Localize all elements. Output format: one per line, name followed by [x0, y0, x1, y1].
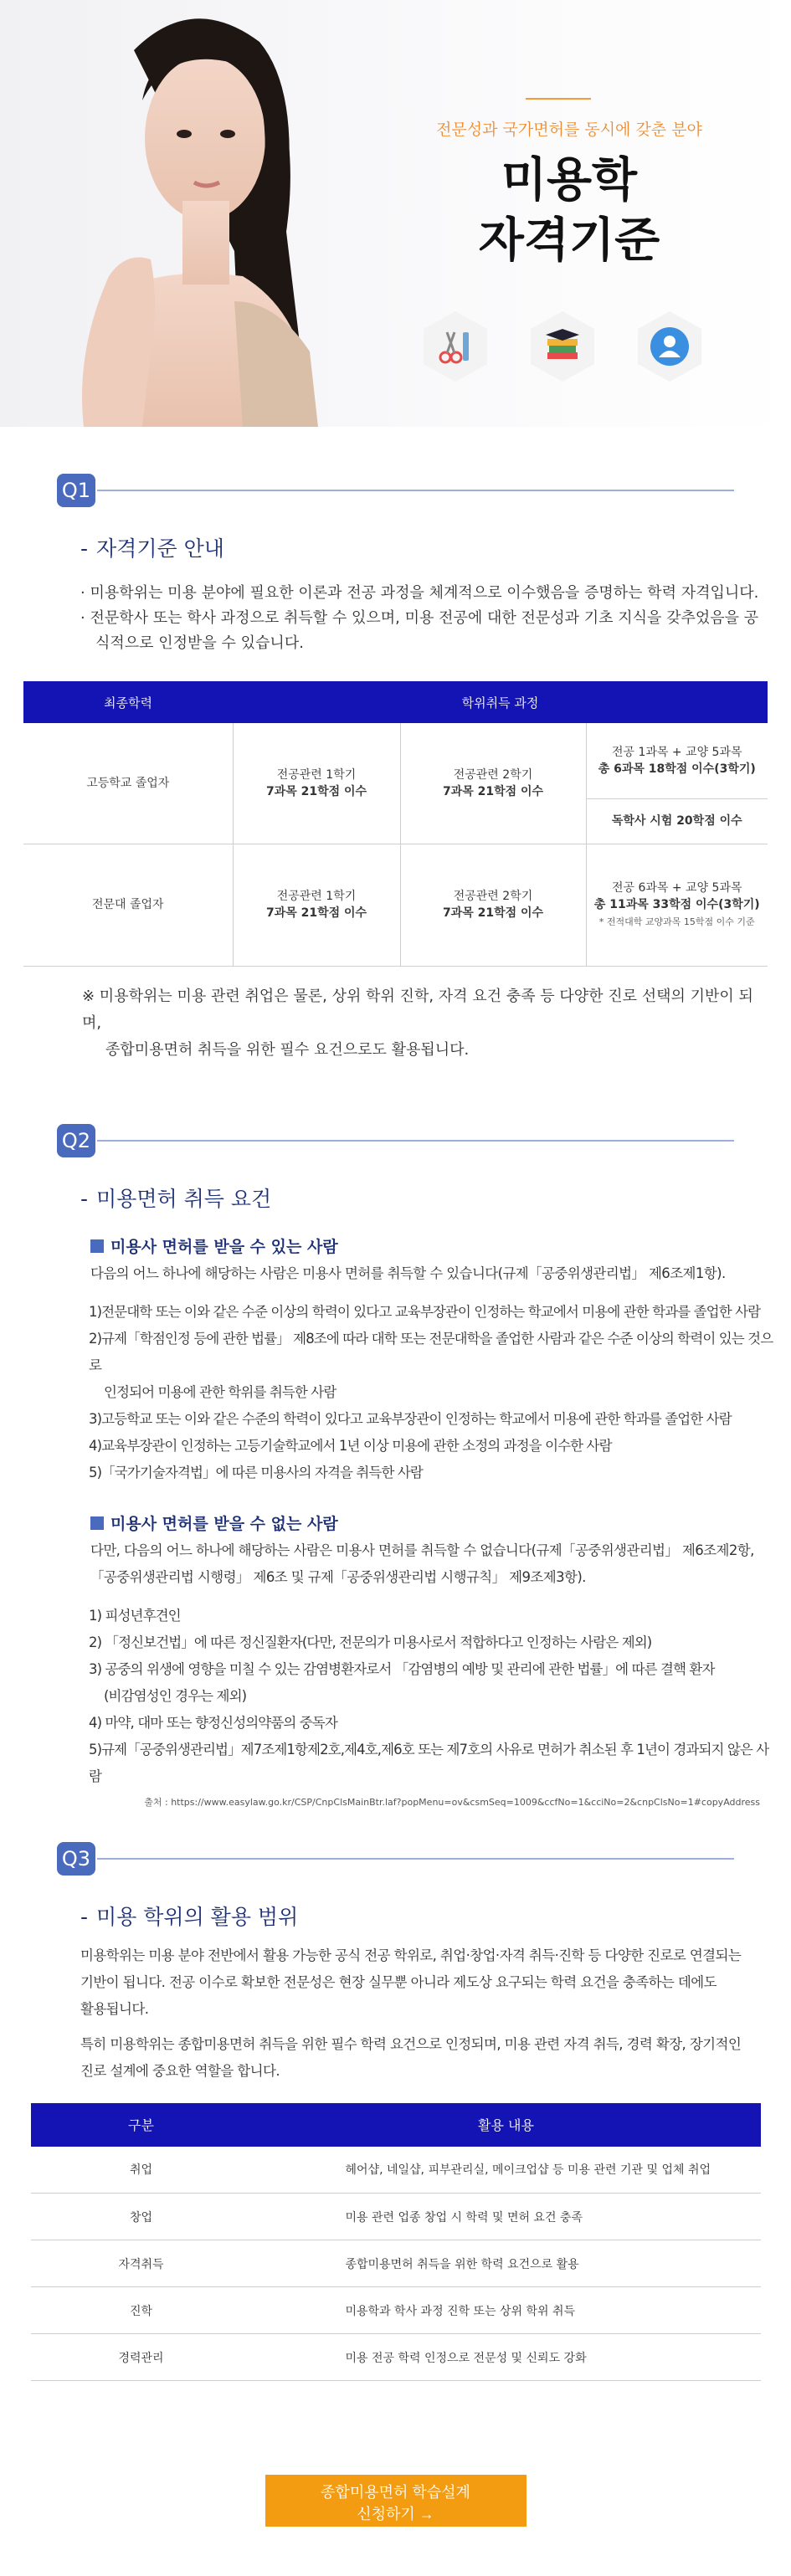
table-cell: 독학사 시험 20학점 이수: [586, 798, 768, 844]
books-icon: [531, 311, 594, 382]
q1-bullets: [80, 581, 768, 656]
q2-rule: [97, 1140, 734, 1142]
list-item: (비감염성인 경우는 제외): [104, 1687, 247, 1704]
list-item: 1)전문대학 또는 이와 같은 수준 이상의 학력이 있다고 교육부장관이 인정하는 학교에서 미용에 관한 학과를 졸업한 사람: [89, 1303, 761, 1320]
table-cell: 전공관련 1학기 7과목 21학점 이수: [233, 723, 400, 844]
table-cell: 전공 6과목 + 교양 5과목 총 11과목 33학점 이수(3학기) * 전적대학 교양과목 15학점 이수 기준: [586, 844, 768, 966]
table-row: 취업 헤어샵, 네일샵, 피부관리실, 메이크업샵 등 미용 관련 기관 및 업체 취업: [31, 2147, 761, 2194]
q1-badge: Q1: [57, 474, 95, 507]
q3-table: [31, 2103, 761, 2382]
table-row: 자격취득 종합미용면허 취득을 위한 학력 요건으로 활용: [31, 2240, 761, 2287]
table-cell: 전공 1과목 + 교양 5과목 총 6과목 18학점 이수(3학기): [586, 723, 768, 798]
q2-cannot-list: [89, 1603, 775, 1790]
q2-can-intro: 다음의 어느 하나에 해당하는 사람은 미용사 면허를 취득할 수 있습니다(규제「공중위생관리법」 제6조제1항).: [90, 1265, 726, 1281]
q1-title: - 자격기준 안내: [80, 536, 224, 561]
list-item: 4)교육부장관이 인정하는 고등기술학교에서 1년 이상 미용에 관한 소정의 과정을 이수한 사람: [89, 1437, 612, 1454]
q1-bullet: · 전문학사 또는 학사 과정으로 취득할 수 있으며, 미용 전공에 대한 전문성과 기초 지식을 갖추었음을 공식적으로 인정받을 수 있습니다.: [80, 609, 759, 652]
q3-section: [0, 1842, 791, 2382]
list-item: 2)규제「학점인정 등에 관한 법률」 제8조에 따라 대학 또는 전문대학을 졸업한 사람과 같은 수준 이상의 학력이 있는 것으로: [89, 1330, 773, 1373]
q2-source: 출처 : https://www.easylaw.go.kr/CSP/CnpClsMainBtr.laf?popMenu=ov&csmSeq=1009&ccfNo=1&cciNo=2&cnpClsNo=1#copyAddress: [144, 1796, 760, 1808]
q3-th-content: 활용 내용: [252, 2103, 761, 2147]
hero-title: [402, 151, 737, 271]
q3-th-type: 구분: [31, 2103, 252, 2147]
hero-title-line1: 미용학: [501, 153, 638, 208]
q1-note: ※ 미용학위는 미용 관련 취업은 물론, 상위 학위 진학, 자격 요건 충족 등 다양한 진로 선택의 기반이 되며, 종합미용면허 취득을 위한 필수 요건으로도 활용됩니다.: [82, 987, 753, 1059]
q1-th-course: 학위취득 과정: [233, 681, 768, 723]
q2-can-list: [89, 1299, 775, 1486]
q2-cannot-title: 미용사 면허를 받을 수 없는 사람: [90, 1511, 768, 1534]
q1-header: [57, 474, 734, 507]
table-row: [23, 844, 768, 966]
list-item: 2) 「정신보건법」에 따른 정신질환자(다만, 전문의가 미용사로서 적합하다고 인정하는 사람은 제외): [89, 1634, 652, 1650]
cta-wrap: [0, 2475, 791, 2527]
list-item: 1) 피성년후견인: [89, 1607, 181, 1624]
table-row: 창업 미용 관련 업종 창업 시 학력 및 면허 요건 충족: [31, 2194, 761, 2240]
q3-para2: 특히 미용학위는 종합미용면허 취득을 위한 필수 학력 요건으로 인정되며, 미용 관련 자격 취득, 경력 확장, 장기적인 진로 설계에 중요한 역할을 합니다.: [80, 2035, 742, 2079]
q1-bullet: · 미용학위는 미용 분야에 필요한 이론과 전공 과정을 체계적으로 이수했음을 증명하는 학력 자격입니다.: [80, 584, 759, 602]
table-cell: 전공관련 2학기 7과목 21학점 이수: [400, 844, 586, 966]
q1-table: [23, 681, 768, 967]
row-label: 전문대 졸업자: [23, 844, 233, 966]
scissors-icon: [424, 311, 487, 382]
q2-section: [0, 1124, 791, 1809]
list-item: 5)「국가기술자격법」에 따른 미용사의 자격을 취득한 사람: [89, 1464, 423, 1480]
table-row: 경력관리 미용 전공 학력 인정으로 전문성 및 신뢰도 강화: [31, 2334, 761, 2381]
row-label: 고등학교 졸업자: [23, 723, 233, 844]
hero-icon-row: [424, 311, 701, 382]
list-item: 3)고등학교 또는 이와 같은 수준의 학력이 있다고 교육부장관이 인정하는 학교에서 미용에 관한 학과를 졸업한 사람: [89, 1410, 732, 1427]
q2-can-title: 미용사 면허를 받을 수 있는 사람: [90, 1234, 768, 1257]
q3-title: - 미용 학위의 활용 범위: [80, 1904, 299, 1929]
q1-th-edu: 최종학력: [23, 681, 233, 723]
hero-title-line2: 자격기준: [478, 213, 660, 268]
q2-title: - 미용면허 취득 요건: [80, 1186, 272, 1211]
q1-section: [0, 474, 791, 1064]
list-item: 인정되어 미용에 관한 학위를 취득한 사람: [104, 1383, 336, 1400]
q3-para1: 미용학위는 미용 분야 전반에서 활용 가능한 공식 전공 학위로, 취업·창업·자격 취득·진학 등 다양한 진로로 연결되는 기반이 됩니다. 전공 이수로 확보한 전문성은 현장 실무뿐 아니라 제도상 요구되는 학력 요건을 충족하는 데에도 활용됩니다.: [80, 1947, 742, 2017]
table-row: 진학 미용학과 학사 과정 진학 또는 상위 학위 취득: [31, 2287, 761, 2334]
q3-rule: [97, 1858, 734, 1860]
q2-badge: Q2: [57, 1124, 95, 1157]
q3-badge: Q3: [57, 1842, 95, 1876]
table-row: [23, 723, 768, 798]
person-icon: [638, 311, 701, 382]
table-cell: 전공관련 1학기 7과목 21학점 이수: [233, 844, 400, 966]
q3-header: [57, 1842, 734, 1876]
q2-header: [57, 1124, 734, 1157]
hero-subtitle: 전문성과 국가면허를 동시에 갖춘 분야: [436, 121, 702, 139]
list-item: 4) 마약, 대마 또는 향정신성의약품의 중독자: [89, 1714, 337, 1731]
table-cell: 전공관련 2학기 7과목 21학점 이수: [400, 723, 586, 844]
model-photo: [33, 0, 368, 427]
q2-cannot-intro: 다만, 다음의 어느 하나에 해당하는 사람은 미용사 면허를 취득할 수 없습니다(규제「공중위생관리법」 제6조제2항, 「공중위생관리법 시행령」 제6조 및 규제「공중위생관리법 시행규칙」 제9조제3항).: [90, 1542, 754, 1585]
apply-button[interactable]: 종합미용면허 학습설계 신청하기 →: [265, 2475, 526, 2527]
q1-rule: [97, 490, 734, 491]
hero-banner: [0, 0, 791, 427]
hero-divider: [526, 98, 591, 100]
list-item: 5)규제「공중위생관리법」제7조제1항제2호,제4호,제6호 또는 제7호의 사유로 면허가 취소된 후 1년이 경과되지 않은 사람: [89, 1741, 769, 1784]
list-item: 3) 공중의 위생에 영향을 미칠 수 있는 감염병환자로서 「감염병의 예방 및 관리에 관한 법률」에 따른 결핵 환자: [89, 1660, 715, 1677]
